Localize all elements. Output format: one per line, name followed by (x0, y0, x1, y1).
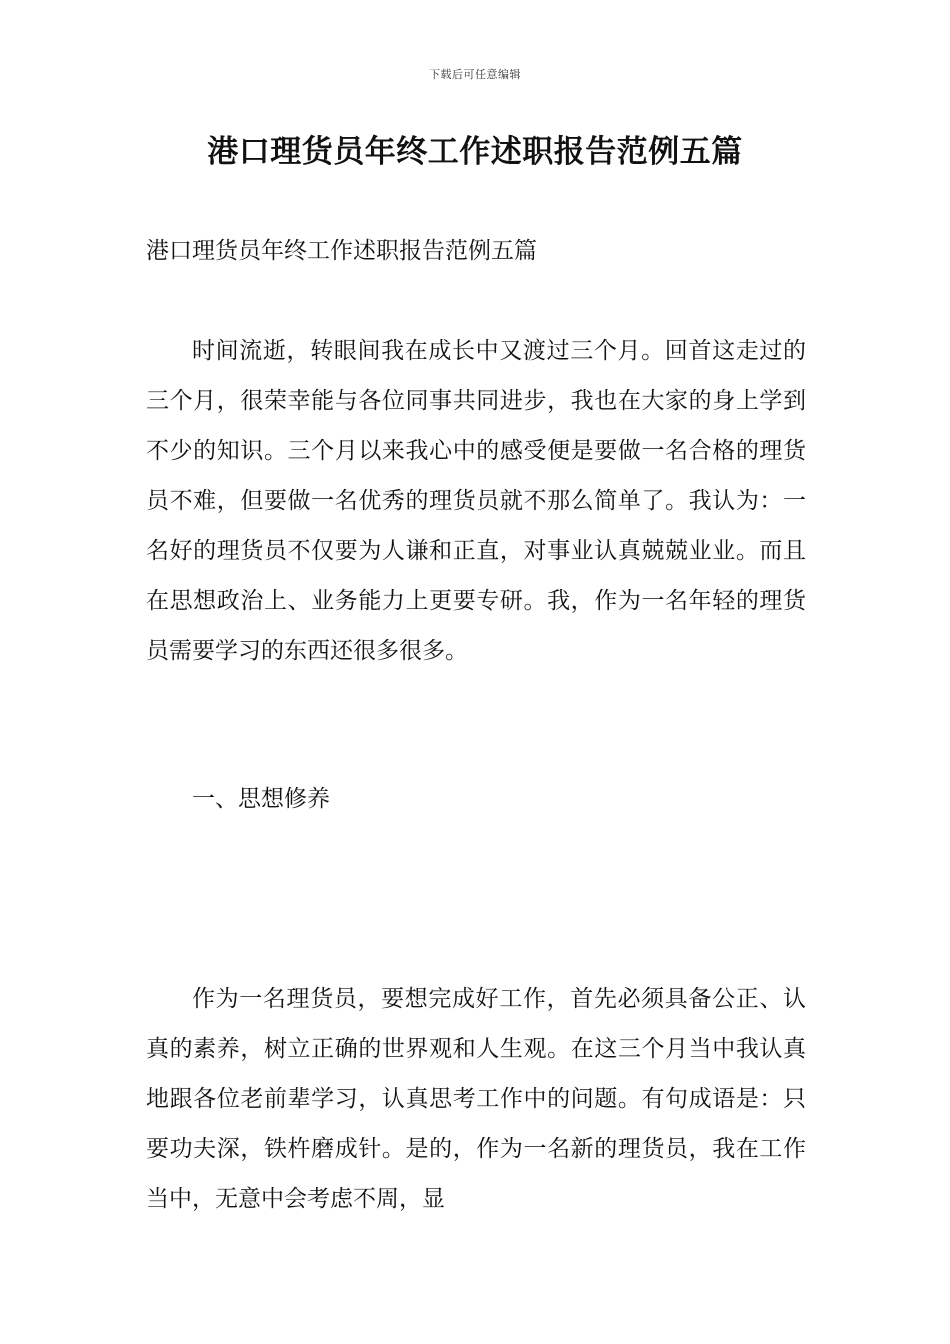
header-note: 下载后可任意编辑 (429, 68, 521, 81)
document-subtitle: 港口理货员年终工作述职报告范例五篇 (146, 238, 537, 264)
paragraph-thought: 作为一名理货员，要想完成好工作，首先必须具备公正、认真的素养，树立正确的世界观和人生观。在这三个月当中我认真地跟各位老前辈学习，认真思考工作中的问题。有句成语是：只要功夫深，铁杵磨成针。是的，作为一名新的理货员，我在工作当中，无意中会考虑不周，显 (146, 986, 806, 1212)
section-heading: 一、思想修养 (192, 786, 330, 812)
paragraph-intro: 时间流逝，转眼间我在成长中又渡过三个月。回首这走过的三个月，很荣幸能与各位同事共同进步，我也在大家的身上学到不少的知识。三个月以来我心中的感受便是要做一名合格的理货员不难，但要做一名优秀的理货员就不那么简单了。我认为：一名好的理货员不仅要为人谦和正直，对事业认真兢兢业业。而且在思想政治上、业务能力上更要专研。我，作为一名年轻的理货员需要学习的东西还很多很多。 (146, 338, 806, 664)
document-title: 港口理货员年终工作述职报告范例五篇 (207, 134, 743, 170)
